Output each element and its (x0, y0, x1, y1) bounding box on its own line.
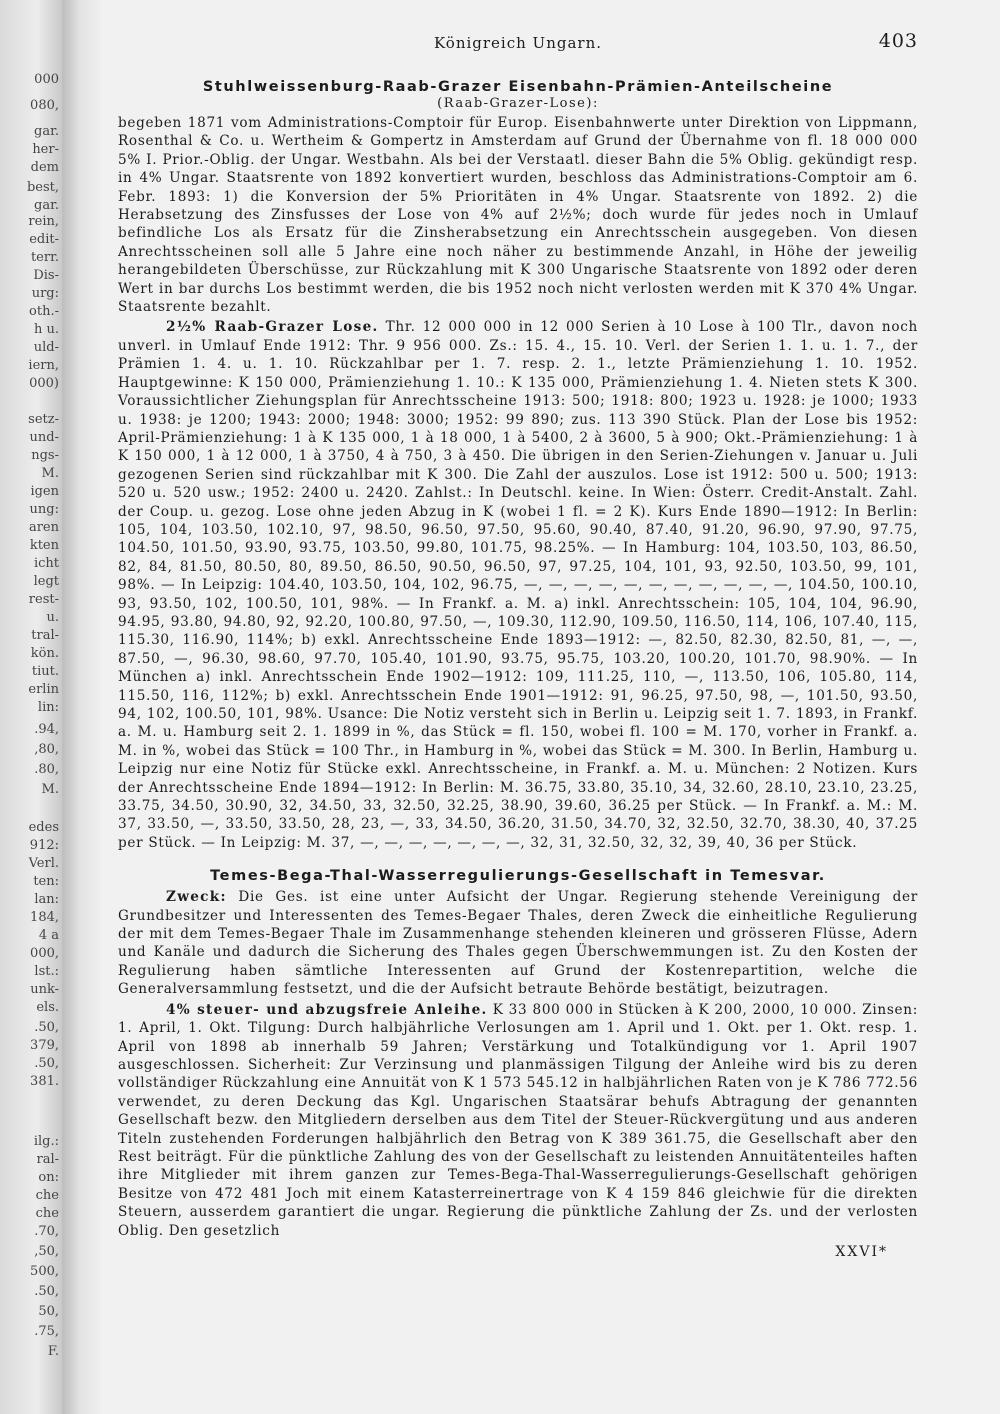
margin-fragment: 50, (38, 1304, 59, 1319)
margin-fragment: dem (30, 160, 59, 175)
paragraph-text: Die Ges. ist eine unter Aufsicht der Ungar. Regierung stehende Vereinigung der Grundbesitzer und Interessenten des Temes-Begaer Thales, deren Zweck die einheitliche Regulierung der mit dem Temes-Begaer Thale im Zusammenhange stehenden kleineren und grösseren Flüsse, Adern und Kanäle und dadurch die Sicherung des Thales gegen Überschwemmungen ist. Zu den Kosten der Regulierung haben sämtliche Interessenten auf Grund der Kostenrepartition, welche die Generalversammlung festsetzt, und die der Aufsicht betraute Behörde bestätigt, beizutragen. (118, 889, 918, 998)
margin-fragment: icht (33, 556, 59, 571)
margin-fragment: on: (38, 1170, 59, 1185)
margin-fragment: gar. (34, 198, 59, 213)
margin-fragment: 379, (30, 1038, 59, 1053)
page-content (118, 30, 918, 1260)
section-title-raab-grazer: Stuhlweissenburg-Raab-Grazer Eisenbahn-Prämien-Anteilscheine (202, 79, 834, 95)
margin-fragment: 184, (30, 910, 59, 925)
margin-fragment: legt (33, 574, 59, 589)
margin-fragment: F. (47, 1344, 59, 1359)
margin-fragment: lin: (37, 700, 59, 715)
margin-fragment: setz- (28, 412, 59, 427)
margin-fragment: 000 (34, 72, 59, 87)
margin-fragment: best, (26, 180, 59, 195)
running-title: Königreich Ungarn. (433, 34, 602, 52)
margin-fragment: edit- (29, 232, 59, 247)
paragraph-text: Thr. 12 000 000 in 12 000 Serien à 10 Lose à 100 Tlr., davon noch unverl. in Umlauf Ende 1912: Thr. 9 956 000. Zs.: 15. 4., 15. 10. Verl. der Serien 1. 1. u. 1. 7., der Prämien 1. 4. u. 1. 10. Rückzahlbar per 1. 7. resp. 2. 1., letzte Prämienziehung 1. 10. 1952. Hauptgewinne: K 150 000, Prämienziehung 1. 10.: K 135 000, Prämienziehung 1. 4. Nieten stets K 300. Voraussichtlicher Ziehungsplan für Anrechtsscheine 1913: 500; 1918: 800; 1923 u. 1928: je 1000; 1933 u. 1938: je 1200; 1943: 2000; 1948: 3000; 1952: 99 890; zus. 113 390 Stück. Plan der Lose bis 1952: April-Prämienziehung: 1 à K 135 000, 1 à 18 000, 1 à 5400, 2 à 3600, 5 à 900; Okt.-Prämienziehung: 1 à K 150 000, 1 à 12 000, 1 à 3750, 4 à 750, 3 à 450. Die übrigen in den Serien-Ziehungen v. Januar u. Juli gezogenen Serien sind rückzahlbar mit K 300. Die Zahl der auszulos. Lose ist 1912: 500 u. 500; 1913: 520 u. 520 usw.; 1952: 2400 u. 2420. Zahlst.: In Deutschl. keine. In Wien: Österr. Credit-Anstalt. Zahl. der Coup. u. gezog. Lose ohne jeden Abzug in K (wobei 1 fl. = 2 K). Kurs Ende 1890—1912: In Berlin: 105, 104, 103.50, 102.10, 97, 98.50, 96.50, 97.50, 95.60, 90.40, 87.40, 91.20, 96.90, 97.90, 97.75, 104.50, 101.50, 93.90, 93.75, 103.50, 99.80, 101.75, 98.25%. — In Hamburg: 104, 103.50, 103, 86.50, 82, 84, 81.50, 80.50, 80, 89.50, 86.50, 90.50, 96.50, 97, 97.25, 104, 101, 93, 92.50, 103.50, 99, 101, 98%. — In Leipzig: 104.40, 103.50, 104, 102, 96.75, —, —, —, —, —, —, —, —, —, —, —, 104.50, 100.10, 93, 93.50, 102, 100.50, 101, 98%. — In Frankf. a. M. a) inkl. Anrechtsschein: 105, 104, 104, 96.90, 94.95, 93.80, 94.80, 92, 92.20, 100.80, 97.50, —, 109.30, 112.90, 109.50, 116.50, 114, 106, 107.40, 115, 115.30, 116.90, 114%; b) exkl. Anrechtsscheine Ende 1893—1912: —, 82.50, 82.30, 82.50, 81, —, —, 87.50, —, 96.30, 98.60, 97.70, 105.40, 101.90, 93.75, 95.75, 103.20, 100.20, 101.70, 98.90%. — In München a) inkl. Anrechtsschein Ende 1902—1912: 109, 111.25, 110, —, 113.50, 106, 105.80, 114, 115.50, 116, 112%; b) exkl. Anrechtsschein Ende 1901—1912: 91, 96.25, 97.50, 98, —, 101.50, 93.50, 94, 102, 100.50, 101, 98%. Usance: Die Notiz versteht sich in Berlin u. Leipzig seit 1. 7. 1893, in Frankf. a. M. u. Hamburg seit 2. 1. 1899 in %, das Stück = fl. 150, wobei fl. 100 = M. 170, vorher in Frankf. a. M. in %, wobei das Stück = 100 Thr., in Hamburg in %, wobei das Stück = M. 300. In Berlin, Hamburg u. Leipzig nur eine Notiz für Stücke exkl. Anrechtsscheine, in Frankf. a. M. u. München: 2 Notizen. Kurs der Anrechtsscheine Ende 1894—1912: In Berlin: M. 36.75, 33.80, 35.10, 34, 32.60, 28.10, 23.10, 23.25, 33.75, 34.50, 30.90, 32, 34.50, 33, 32.50, 32.25, 38.90, 39.60, 36.25 per Stück. — In Frankf. a. M.: M. 37, 33.50, —, 33.50, 33.50, 28, 23, —, 33, 34.50, 36.20, 31.50, 34.70, 32, 32.50, 32.70, 38.30, 40, 37.25 per Stück. — In Leipzig: M. 37, —, —, —, —, —, —, —, 32, 31, 32.50, 32, 32, 39, 40, 36 per Stück. (118, 319, 918, 851)
book-gutter (62, 0, 102, 1414)
margin-fragment: kten (29, 538, 59, 553)
margin-fragment: erlin (28, 682, 59, 697)
margin-fragment: 000) (29, 376, 59, 391)
margin-fragment: h u. (33, 322, 59, 337)
margin-fragment: M. (41, 466, 59, 481)
margin-fragment: .50, (34, 1020, 59, 1035)
margin-fragment: terr. (30, 250, 59, 265)
margin-fragment: u. (46, 610, 59, 625)
margin-fragment: igen (30, 484, 59, 499)
margin-fragment: 080, (30, 98, 59, 113)
margin-fragment: .50, (34, 1056, 59, 1071)
margin-fragment: ,80, (34, 742, 59, 757)
running-head (118, 30, 918, 56)
margin-fragment: ung: (29, 502, 59, 517)
margin-fragment: .50, (34, 1284, 59, 1299)
margin-fragment: 000, (30, 946, 59, 961)
margin-fragment: che (35, 1188, 59, 1203)
adjacent-page-margin (0, 0, 62, 1414)
paragraph-text: K 33 800 000 in Stücken à K 200, 2000, 10 000. Zinsen: 1. April, 1. Okt. Tilgung: Durch halbjährliche Verlosungen am 1. April und 1. Okt. per 1. Okt. resp. 1. April von 1898 ab innerhalb 59 Jahren; Verstärkung und Totalkündigung vor 1. April 1907 ausgeschlossen. Sicherheit: Zur Verzinsung und planmässigen Tilgung der Anleihe wird bis zu deren vollständiger Rückzahlung eine Annuität von K 1 573 545.12 in halbjährlichen Raten von je K 786 772.56 verwendet, zu deren Deckung das Kgl. Ungarischen Staatsärar behufs Abtragung der genannten Gesellschaft bezw. den Mitgliedern derselben aus dem Titel der Steuer-Rückvergütung und aus anderen Titeln zustehenden Forderungen halbjährlich den Betrag von K 389 361.75, die Gesellschaft aber den Rest beiträgt. Für die pünktliche Zahlung des von der Gesellschaft zu leistenden Annuitätenteiles haften ihre Mitglieder mit ihrem ganzen zur Temes-Bega-Thal-Wasserregulierungs-Gesellschaft gehörigen Besitze von 472 481 Joch mit einem Katasterreinertrage von K 4 159 846 gleichwie für die direkten Steuern, ausserdem garantiert die ungar. Regierung die pünktliche Zahlung der Zs. und der verlosten Oblig. Den gesetzlich (118, 1001, 919, 1239)
margin-fragment: und- (29, 430, 59, 445)
paragraph-history (118, 114, 918, 316)
margin-fragment: Dis- (33, 268, 59, 283)
margin-fragment: tiut. (31, 664, 59, 679)
section-subtitle: (Raab-Grazer-Lose): (437, 96, 599, 111)
margin-fragment: rest- (28, 592, 59, 607)
page (102, 0, 1000, 1414)
margin-fragment: lan: (34, 892, 59, 907)
margin-fragment: tral- (31, 628, 59, 643)
margin-fragment: 500, (30, 1264, 59, 1279)
margin-fragment: oth.- (29, 304, 59, 319)
margin-fragment: kön. (30, 646, 59, 661)
margin-fragment: lst.: (34, 964, 59, 979)
signature-mark: XXVI* (835, 1243, 888, 1260)
page-number: 403 (878, 30, 918, 52)
margin-fragment: urg: (31, 286, 59, 301)
paragraph-anleihe (118, 1001, 918, 1240)
margin-fragment: 912: (29, 838, 59, 853)
margin-fragment: els. (36, 1000, 59, 1015)
margin-fragment: her- (32, 142, 59, 157)
margin-fragment: .80, (34, 762, 59, 777)
margin-fragment: .70, (34, 1224, 59, 1239)
paragraph-lead: 4% steuer- und abzugsfreie Anleihe. (166, 1001, 488, 1018)
paragraph-lose (118, 318, 918, 852)
paragraph-zweck (118, 888, 918, 998)
margin-fragment: edes (28, 820, 59, 835)
paragraph-text: begeben 1871 vom Administrations-Comptoir für Europ. Eisenbahnwerte unter Direktion von Lippmann, Rosenthal & Co. u. Wertheim & Gompertz in Amsterdam auf Grund der Übernahme von fl. 18 000 000 5% I. Prior.-Oblig. der Ungar. Westbahn. Als bei der Verstaatl. dieser Bahn die 5% Oblig. gekündigt resp. in 4% Ungar. Staatsrente von 1892 konvertiert wurden, beschloss das Administrations-Comptoir am 6. Febr. 1893: 1) die Konversion der 5% Prioritäten in 4% Ungar. Staatsrente von 1892. 2) die Herabsetzung des Zinsfusses der Lose von 4% auf 2½%; doch wurde für jedes noch in Umlauf befindliche Los als Ersatz für die Zinsherabsetzung ein Anrechtsschein ausgegeben. Von diesen Anrechtsscheinen soll alle 5 Jahre eine noch näher zu bestimmende Anzahl, in Höhe der jeweilig herangebildeten Überschüsse, zur Rückzahlung mit K 300 Ungarische Staatsrente von 1892 oder deren Wert in bar durchs Los bestimmt werden, die bis 1952 noch nicht verlosten werden mit K 370 4% Ungar. Staatsrente bezahlt. (118, 115, 918, 316)
margin-fragment: uld- (33, 340, 59, 355)
margin-fragment: .75, (34, 1324, 59, 1339)
paragraph-lead: Zweck: (166, 889, 227, 906)
margin-fragment: ral- (36, 1152, 59, 1167)
margin-fragment: iern, (28, 358, 59, 373)
margin-fragment: .94, (34, 722, 59, 737)
margin-fragment: 381. (30, 1074, 59, 1089)
margin-fragment: rein, (28, 214, 59, 229)
margin-fragment: aren (28, 520, 59, 535)
section-title-temes-bega: Temes-Bega-Thal-Wasserregulierungs-Gesellschaft in Temesvar. (210, 868, 826, 885)
margin-fragment: che (35, 1206, 59, 1221)
margin-fragment: ilg.: (33, 1134, 59, 1149)
margin-fragment: gar. (34, 124, 59, 139)
margin-fragment: M. (41, 782, 59, 797)
margin-fragment: 4 a (38, 928, 59, 943)
margin-fragment: unk- (30, 982, 59, 997)
margin-fragment: ten: (33, 874, 59, 889)
paragraph-lead: 2½% Raab-Grazer Lose. (166, 319, 379, 336)
margin-fragment: Verl. (28, 856, 59, 871)
margin-fragment: ,50, (34, 1244, 59, 1259)
margin-fragment: ngs- (31, 448, 59, 463)
